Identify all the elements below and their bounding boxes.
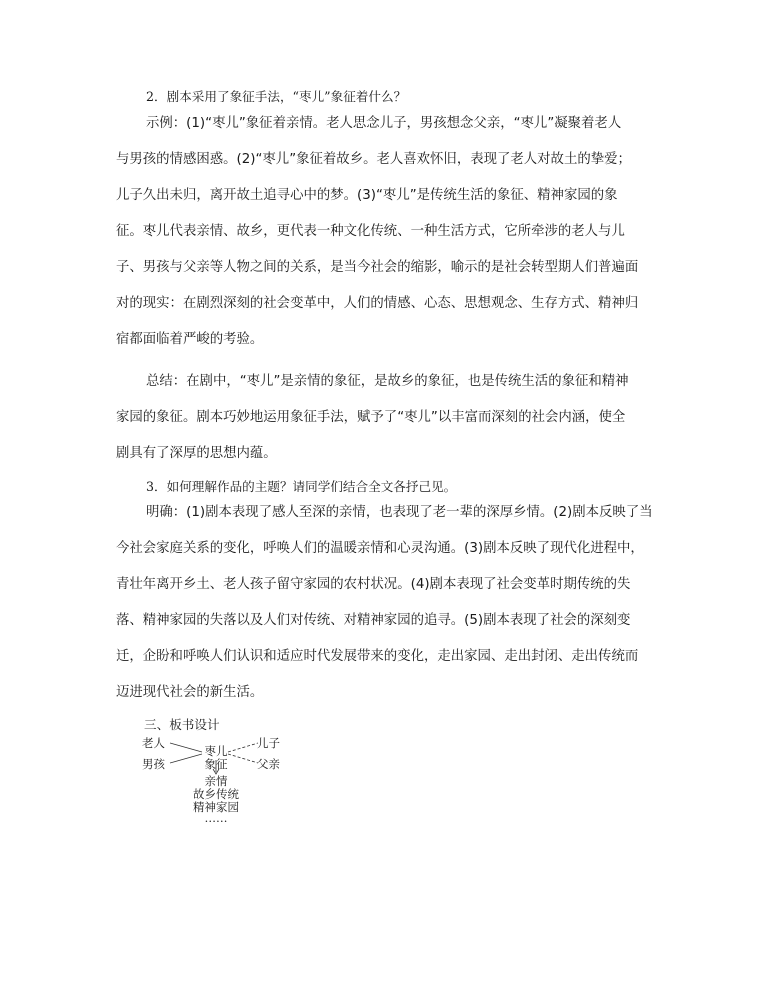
board-diagram	[140, 732, 300, 827]
board-right-top: 儿子	[257, 736, 280, 750]
board-result-4: ……	[204, 811, 228, 825]
board-result-1: 亲情	[204, 774, 228, 788]
example-line-3: 儿子久出未归，离开故土追寻心中的梦。(3)“枣儿”是传统生活的象征、精神家园的象	[116, 188, 618, 203]
answer-line-5: 迁，企盼和呼唤人们认识和适应时代发展带来的变化，走出家园、走出封闭、走出传统而	[116, 649, 639, 664]
example-line-5: 子、男孩与父亲等人物之间的关系，是当今社会的缩影，喻示的是社会转型期人们普遍面	[116, 260, 639, 275]
example-line-4: 征。枣儿代表亲情、故乡，更代表一种文化传统、一种生活方式，它所牵涉的老人与儿	[116, 224, 625, 239]
question-3: 3．如何理解作品的主题？请同学们结合全文各抒己见。	[146, 479, 457, 494]
example-line-6: 对的现实：在剧烈深刻的社会变革中，人们的情感、心态、思想观念、生存方式、精神归	[116, 296, 639, 311]
example-line-7: 宿都面临着严峻的考验。	[116, 332, 264, 347]
summary-line-1: 总结：在剧中，“枣儿”是亲情的象征，是故乡的象征，也是传统生活的象征和精神	[146, 374, 629, 389]
example-line-2: 与男孩的情感困惑。(2)“枣儿”象征着故乡。老人喜欢怀旧，表现了老人对故土的挚爱；	[116, 152, 631, 167]
board-center-bottom: 象征	[204, 757, 228, 771]
example-line-1: 示例：(1)“枣儿”象征着亲情。老人思念儿子，男孩想念父亲，“枣儿”凝聚着老人	[146, 116, 622, 131]
answer-line-4: 落、精神家园的失落以及人们对传统、对精神家园的追寻。(5)剧本表现了社会的深刻变	[116, 613, 631, 628]
board-center-top: 枣儿	[204, 744, 228, 758]
board-right-bottom: 父亲	[257, 757, 280, 771]
board-heading: 三、板书设计	[144, 717, 220, 732]
summary-line-3: 剧具有了深厚的思想内蕴。	[116, 446, 277, 461]
question-2: 2．剧本采用了象征手法，“枣儿”象征着什么？	[146, 89, 407, 104]
board-result-3: 精神家园	[193, 800, 239, 814]
answer-line-3: 青壮年离开乡土、老人孩子留守家园的农村状况。(4)剧本表现了社会变革时期传统的失	[116, 577, 631, 592]
board-left-top: 老人	[142, 736, 165, 750]
summary-line-2: 家园的象征。剧本巧妙地运用象征手法，赋予了“枣儿”以丰富而深刻的社会内涵，使全	[116, 410, 626, 425]
board-left-bottom: 男孩	[142, 757, 165, 771]
answer-line-1: 明确：(1)剧本表现了感人至深的亲情，也表现了老一辈的深厚乡情。(2)剧本反映了当	[146, 505, 653, 520]
answer-line-2: 今社会家庭关系的变化，呼唤人们的温暖亲情和心灵沟通。(3)剧本反映了现代化进程中，	[116, 541, 644, 556]
answer-line-6: 迈进现代社会的新生活。	[116, 685, 264, 700]
board-result-2: 故乡传统	[193, 787, 239, 801]
